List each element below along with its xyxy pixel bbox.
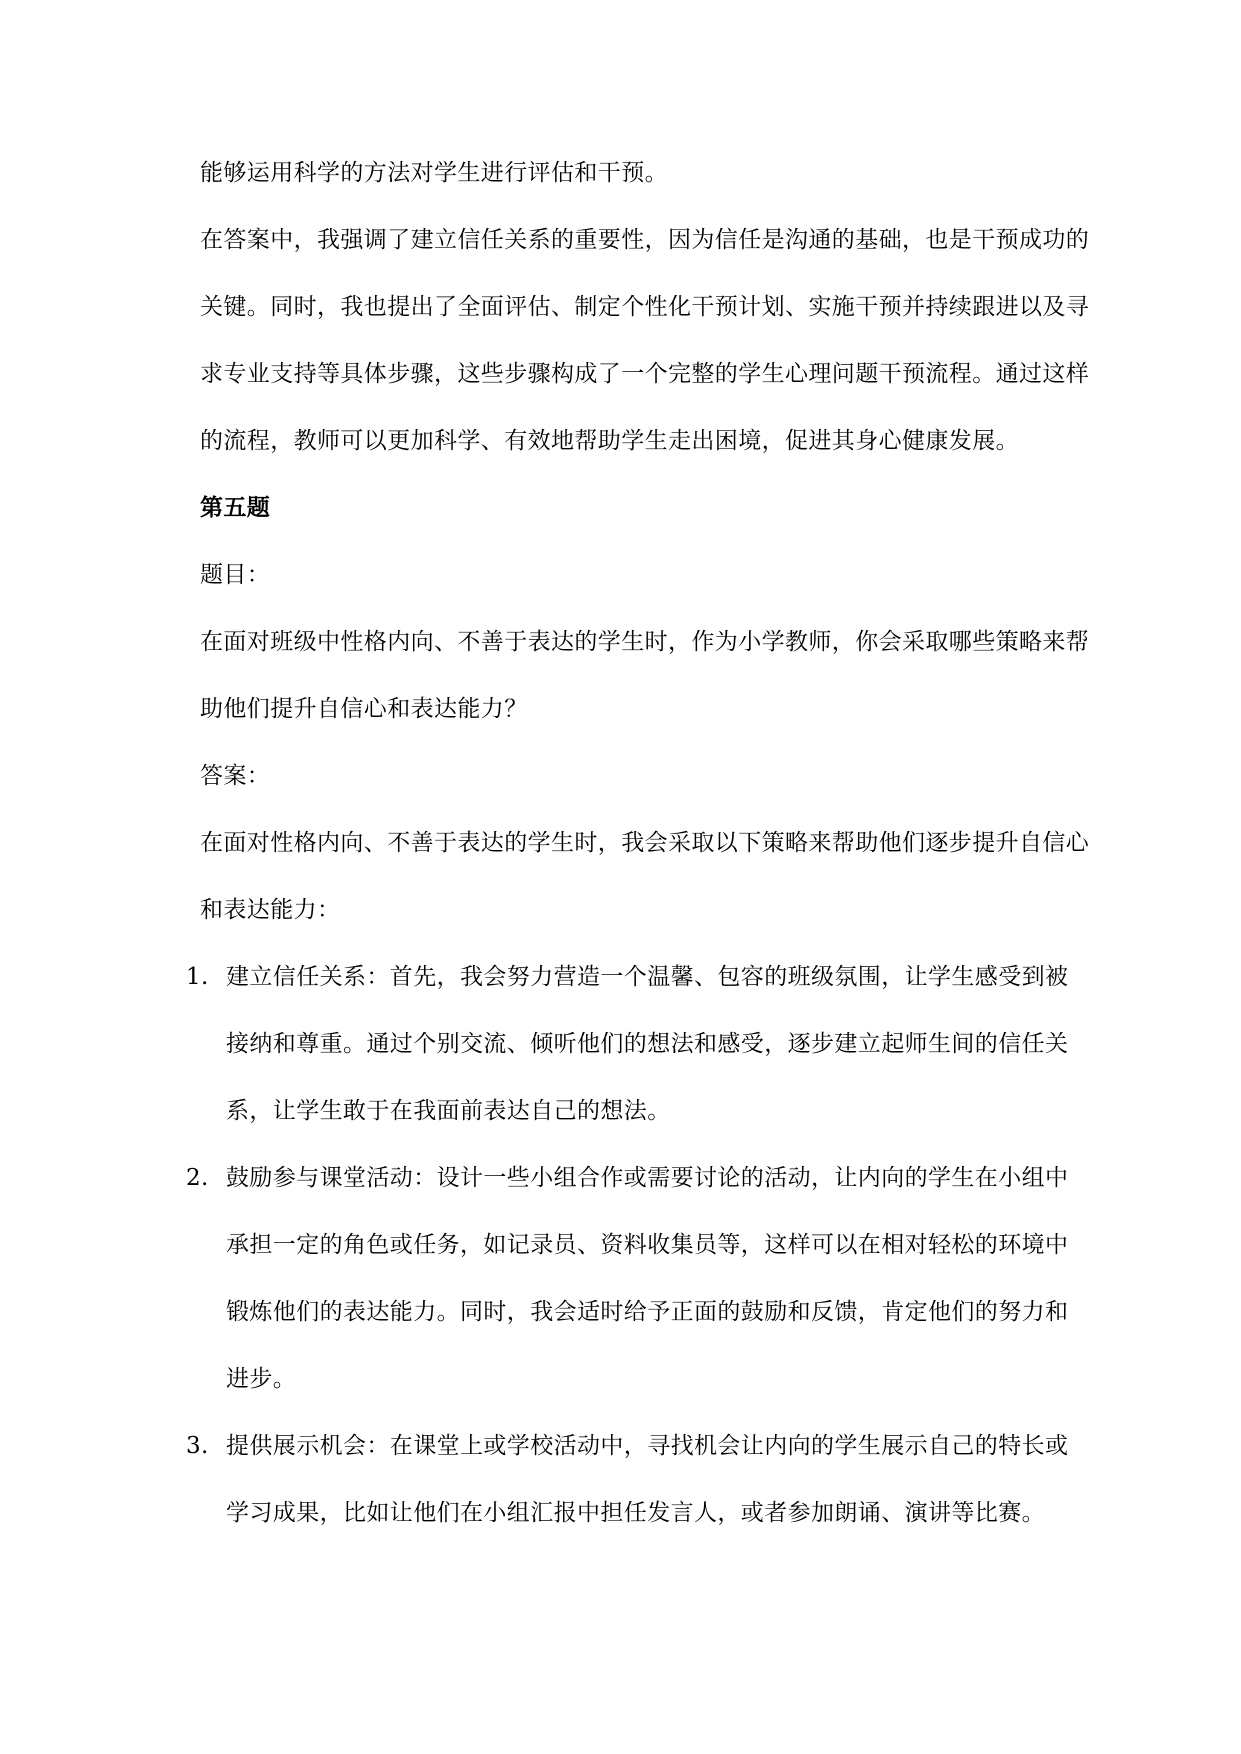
list-item xyxy=(186,1145,1090,1413)
answer-intro: 在面对性格内向、不善于表达的学生时，我会采取以下策略来帮助他们逐步提升自信心和表达能力： xyxy=(200,830,1090,923)
section-title: 第五题 xyxy=(200,495,271,521)
intro-paragraph: 在答案中，我强调了建立信任关系的重要性，因为信任是沟通的基础，也是干预成功的关键。同时，我也提出了全面评估、制定个性化干预计划、实施干预并持续跟进以及寻求专业支持等具体步骤，这些步骤构成了一个完整的学生心理问题干预流程。通过这样的流程，教师可以更加科学、有效地帮助学生走出困境，促进其身心健康发展。 xyxy=(200,227,1090,454)
list-item-number: 3. xyxy=(186,1433,209,1459)
list-item-text: 建立信任关系：首先，我会努力营造一个温馨、包容的班级氛围，让学生感受到被接纳和尊重。通过个别交流、倾听他们的想法和感受，逐步建立起师生间的信任关系，让学生敢于在我面前表达自己的想法。 xyxy=(226,964,1069,1124)
list-item-number: 1. xyxy=(186,964,209,990)
list-item-text: 鼓励参与课堂活动：设计一些小组合作或需要讨论的活动，让内向的学生在小组中承担一定的角色或任务，如记录员、资料收集员等，这样可以在相对轻松的环境中锻炼他们的表达能力。同时，我会适时给予正面的鼓励和反馈，肯定他们的努力和进步。 xyxy=(226,1165,1069,1392)
list-item-text: 提供展示机会：在课堂上或学校活动中，寻找机会让内向的学生展示自己的特长或学习成果，比如让他们在小组汇报中担任发言人，或者参加朗诵、演讲等比赛。 xyxy=(226,1433,1069,1526)
question-text: 在面对班级中性格内向、不善于表达的学生时，作为小学教师，你会采取哪些策略来帮助他们提升自信心和表达能力？ xyxy=(200,629,1090,722)
intro-continuation: 能够运用科学的方法对学生进行评估和干预。 xyxy=(200,160,668,186)
answer-label: 答案： xyxy=(200,763,271,789)
list-item xyxy=(186,944,1090,1145)
document-body xyxy=(186,140,1090,1547)
answer-list xyxy=(186,944,1090,1547)
list-item xyxy=(186,1413,1090,1547)
question-label: 题目： xyxy=(200,562,271,588)
list-item-number: 2. xyxy=(186,1165,209,1191)
